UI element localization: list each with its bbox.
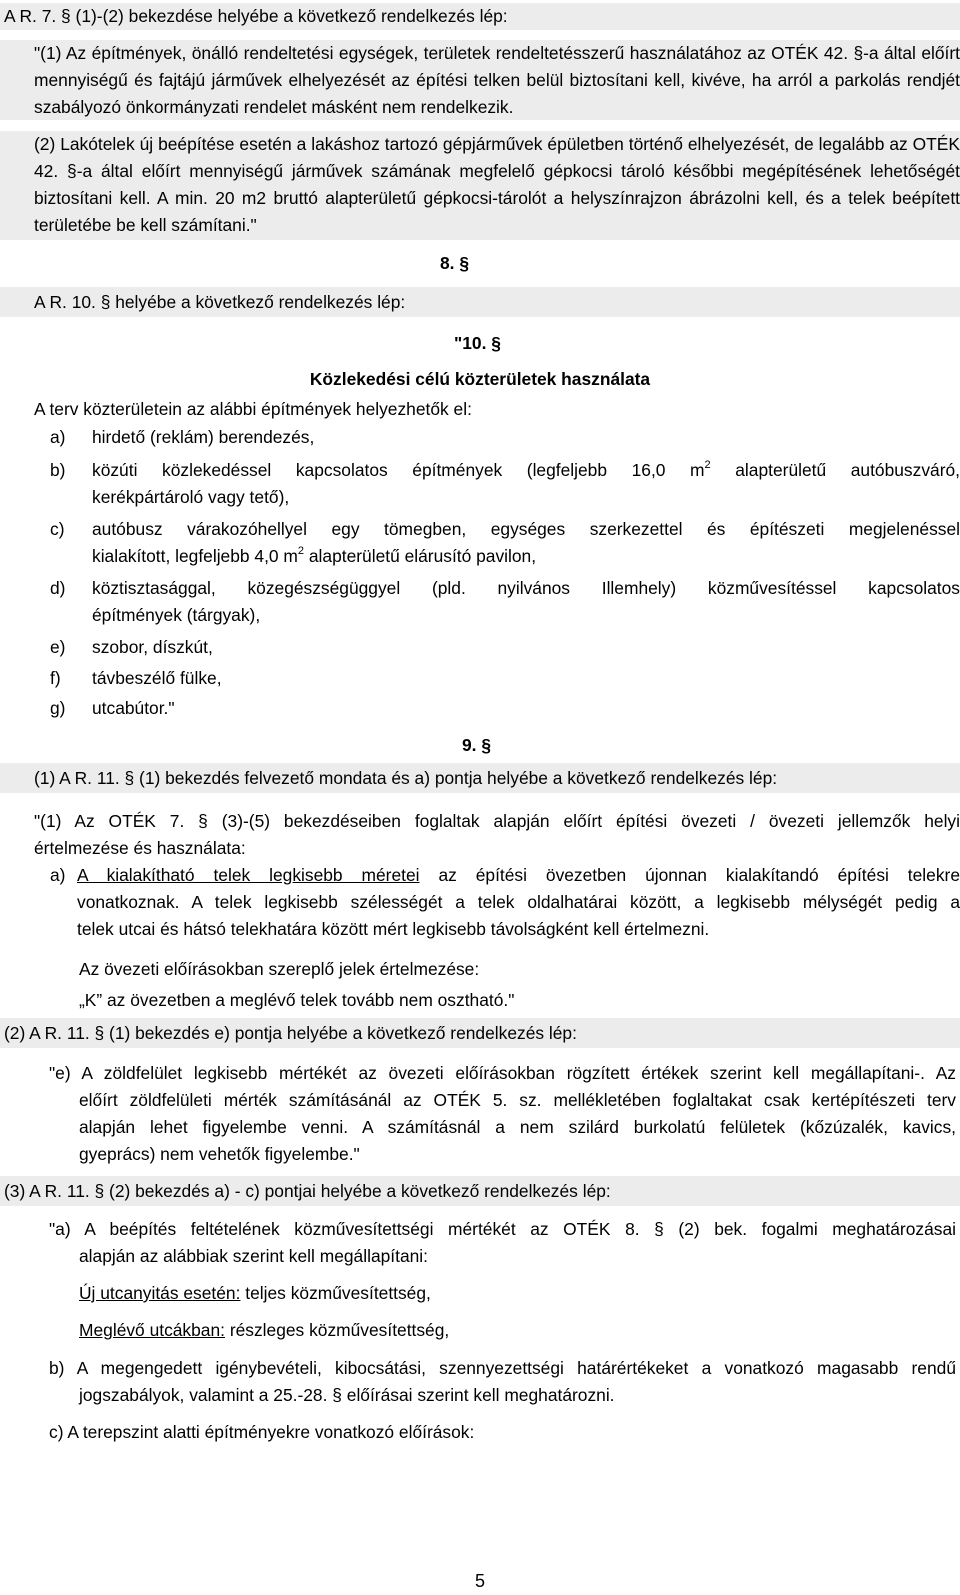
- section-9-intro: (1) A R. 11. § (1) bekezdés felvezető mondata és a) pontja helyébe a következő rendelkezés lép:: [34, 768, 778, 788]
- section-9-paragraph: "(1) Az OTÉK 7. § (3)-(5) bekezdéseiben foglaltak alapján előírt építési övezeti / övezeti jellemzők helyi értelmezése és használata:: [34, 811, 960, 858]
- sign-k-definition: „K” az övezetben a meglévő telek tovább nem osztható.": [79, 990, 515, 1010]
- section-9-3-text: "a) A beépítés feltételének közművesítettségi mértékét az OTÉK 8. § (2) bek. fogalmi meghatározásai alapján az alábbiak szerint kell megállapítani: Új utcanyitás esetén: teljes közművesítettség, Meglévő utcákban: részleges közművesítettség, b) A megengedett igénybevételi, kibocsátási, szennyezettségi határértékeket a vonatkozó magasabb rendű jogszabályok, valamint a 25.-28. § előírásai szerint kell meghatározni. c) A terepszint alatti építményekre vonatkozó előírások:: [49, 1219, 956, 1442]
- list-item-label: c): [50, 519, 65, 539]
- section-9-3-intro: (3) A R. 11. § (2) bekezdés a) - c) pontjai helyébe a következő rendelkezés lép:: [4, 1181, 611, 1201]
- list-item-text: kialakított, legfeljebb 4,0 $m^2$ alapterületű elárusító pavilon,: [92, 545, 537, 566]
- amendment-header: [0, 3, 960, 30]
- list-item-label: g): [50, 698, 66, 718]
- list-item-label: d): [50, 578, 66, 598]
- section-9-2-text: "e) A zöldfelület legkisebb mértékét az övezeti előírásokban rögzített értékek szerint kell megállapítani-. Az előírt zöldfelületi mérték számításánál az OTÉK 5. sz. mellékletében foglaltakat csak kertépítészeti terv alapján lehet figyelembe venni. A számításnál a nem szilárd burkolatú felületek (kőzúzalék, kavics, gyeprács) nem vehetők figyelembe.": [49, 1063, 956, 1164]
- list-item-text: távbeszélő fülke,: [92, 668, 222, 688]
- list-item-text: közúti közlekedéssel kapcsolatos építmények (legfeljebb 16,0 $m^2$ alapterületű autóbuszváró,: [92, 459, 960, 480]
- point-label: a): [50, 865, 66, 885]
- section-9-point-a: [34, 862, 960, 952]
- section-10-lead: A terv közterületein az alábbi építmények helyezhetők el:: [34, 399, 472, 419]
- section-9-2-intro: (2) A R. 11. § (1) bekezdés e) pontja helyébe a következő rendelkezés lép:: [4, 1023, 577, 1043]
- list-item-text: építmények (tárgyak),: [92, 605, 261, 625]
- list-item-text: utcabútor.": [92, 698, 175, 718]
- section-10-title: Közlekedési célú közterületek használata: [309, 369, 651, 389]
- point-a-line-3: telek utcai és hátsó telekhatára között mért legkisebb távolságként kell értelmezni.: [77, 919, 710, 939]
- list-item-label: e): [50, 637, 66, 657]
- page-number: 5: [474, 1571, 485, 1591]
- header-text: A R. 7. § (1)-(2) bekezdése helyébe a következő rendelkezés lép:: [4, 6, 508, 26]
- list-item-text: szobor, díszkút,: [92, 637, 213, 657]
- section-8-number: 8. §: [440, 253, 470, 273]
- paragraph-1: "(1) Az építmények, önálló rendeltetési egységek, területek rendeltetésszerű használatához az OTÉK 42. §-a által előírt mennyiségű és fajtájú járművek elhelyezését az építési telken belül biztosítani kell, kivéve, ha arról a parkolás rendjét szabályozó önkormányzati rendelet másként nem rendelkezik.: [34, 43, 960, 117]
- existing-street-line: Meglévő utcákban: részleges közművesítettség,: [79, 1320, 450, 1340]
- point-a-line-2: vonatkoznak. A telek legkisebb szélességét a telek oldalhatárai között, a legkisebb mélységét pedig a: [77, 892, 960, 912]
- list-item-label: a): [50, 427, 66, 447]
- list-item-text: hirdető (reklám) berendezés,: [92, 427, 315, 447]
- point-a-line-1: A kialakítható telek legkisebb méretei az építési övezetben újonnan kialakítandó építési telekre: [77, 865, 960, 885]
- section-9-number: 9. §: [462, 735, 492, 755]
- section-8-intro: A R. 10. § helyébe a következő rendelkezés lép:: [34, 292, 406, 312]
- list-item-text: kerékpártároló vagy tető),: [92, 487, 290, 507]
- section-10-list: [34, 424, 960, 724]
- list-item-text: autóbusz várakozóhellyel egy tömegben, egységes szerkezettel és építészeti megjelenéssel: [92, 519, 960, 539]
- section-10-number: "10. §: [454, 333, 501, 353]
- paragraph-2: (2) Lakótelek új beépítése esetén a lakáshoz tartozó gépjárművek épületben történő elhelyezését, de legalább az OTÉK 42. §-a által előírt mennyiségű járművek számának megfelelő gépkocsi tároló későbbi megépítésének lehetőségét biztosítani kell. A min. 20 m2 bruttó alapterületű gépkocsi-tárolót a helyszínrajzon ábrázolni kell, és a telek beépített területébe be kell számítani.": [34, 134, 960, 235]
- list-item-text: köztisztasággal, közegészségüggyel (pld. nyilvános Illemhely) közművesítéssel kapcsolatos: [92, 578, 960, 598]
- sign-interpretation-title: Az övezeti előírásokban szereplő jelek értelmezése:: [79, 959, 480, 979]
- new-street-line: Új utcanyitás esetén: teljes közművesítettség,: [79, 1283, 431, 1303]
- list-item-label: f): [50, 668, 61, 688]
- list-item-label: b): [50, 460, 66, 480]
